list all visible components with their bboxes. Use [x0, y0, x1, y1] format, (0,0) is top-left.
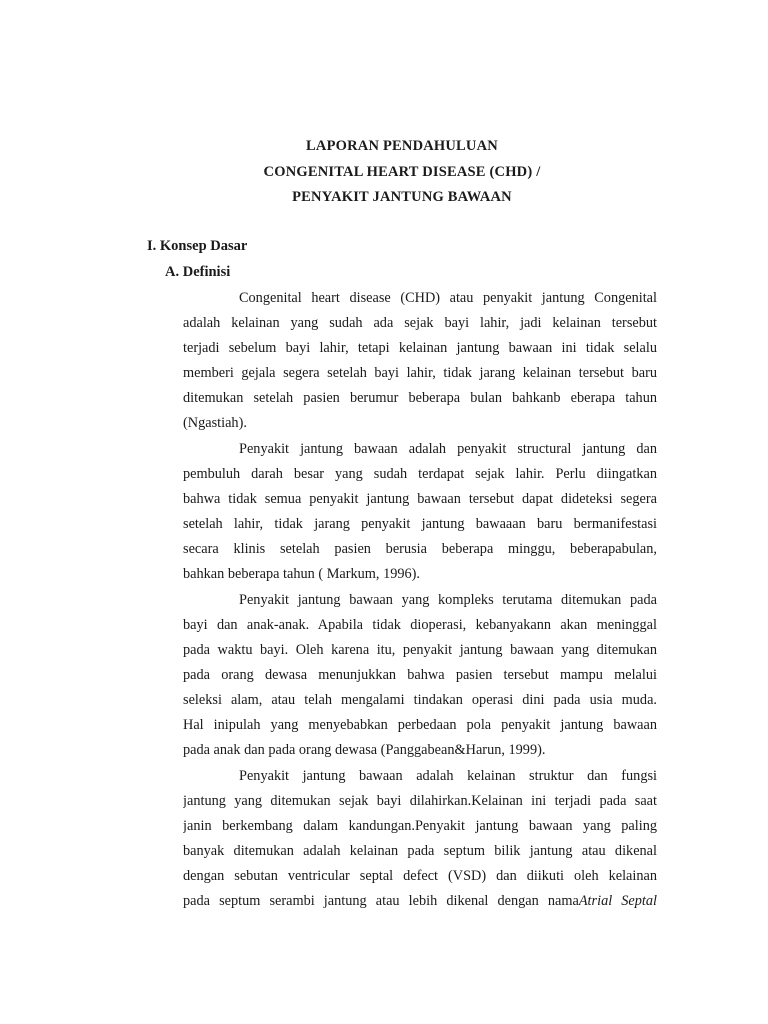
italic-term: Atrial Septal — [578, 893, 657, 909]
title-line-1: LAPORAN PENDAHULUAN — [306, 138, 498, 154]
text-line: ditemukan setelah pasien berumur beberapa bulan bahkanb eberapa tahun — [183, 390, 657, 406]
text-line: banyak ditemukan adalah kelainan pada septum bilik jantung atau dikenal — [183, 843, 657, 859]
text-line: jantung yang ditemukan sejak bayi dilahirkan.Kelainan ini terjadi pada saat — [183, 793, 657, 809]
text-line: pada waktu bayi. Oleh karena itu, penyakit jantung bawaan yang ditemukan — [183, 642, 657, 658]
text-line: dengan sebutan ventricular septal defect (VSD) dan diikuti oleh kelainan — [183, 868, 657, 884]
section-heading: I. Konsep Dasar — [147, 238, 248, 254]
text-line: memberi gejala segera setelah bayi lahir, tidak jarang kelainan tersebut baru — [183, 365, 657, 381]
text-line: janin berkembang dalam kandungan.Penyakit jantung bawaan yang paling — [183, 818, 657, 834]
text-line: Penyakit jantung bawaan adalah penyakit structural jantung dan — [239, 441, 657, 457]
text-line: setelah lahir, tidak jarang penyakit jantung bawaaan baru bermanifestasi — [183, 516, 657, 532]
text-line: Penyakit jantung bawaan adalah kelainan struktur dan fungsi — [239, 768, 657, 784]
text-line — [183, 892, 657, 910]
text-line: bayi dan anak-anak. Apabila tidak dioperasi, kebanyakann akan meninggal — [183, 617, 657, 633]
text-line: Penyakit jantung bawaan yang kompleks terutama ditemukan pada — [239, 592, 657, 608]
title-line-3: PENYAKIT JANTUNG BAWAAN — [292, 189, 512, 205]
title-line-2: CONGENITAL HEART DISEASE (CHD) / — [263, 164, 541, 180]
text-line: adalah kelainan yang sudah ada sejak bayi lahir, jadi kelainan tersebut — [183, 315, 657, 331]
text-line: Hal inipulah yang menyebabkan perbedaan pola penyakit jantung bawaan — [183, 717, 657, 733]
text-segment: pada septum serambi jantung atau lebih dikenal dengan nama — [183, 893, 579, 909]
text-line: bahkan beberapa tahun ( Markum, 1996). — [183, 566, 421, 582]
text-line: secara klinis setelah pasien berusia beberapa minggu, beberapabulan, — [183, 541, 657, 557]
text-line: (Ngastiah). — [183, 415, 247, 431]
text-line: seleksi alam, atau telah mengalami tindakan operasi dini pada usia muda. — [183, 692, 657, 708]
text-line: terjadi sebelum bayi lahir, tetapi kelainan jantung bawaan ini tidak selalu — [183, 340, 657, 356]
text-line: pada orang dewasa menunjukkan bahwa pasien tersebut mampu melalui — [183, 667, 657, 683]
text-line: pada anak dan pada orang dewasa (Panggabean&Harun, 1999). — [183, 742, 546, 758]
subsection-heading: A. Definisi — [165, 264, 231, 280]
text-line: bahwa tidak semua penyakit jantung bawaan tersebut dapat dideteksi segera — [183, 491, 657, 507]
text-line: pembuluh darah besar yang sudah terdapat sejak lahir. Perlu diingatkan — [183, 466, 657, 482]
text-line: Congenital heart disease (CHD) atau penyakit jantung Congenital — [239, 290, 657, 306]
